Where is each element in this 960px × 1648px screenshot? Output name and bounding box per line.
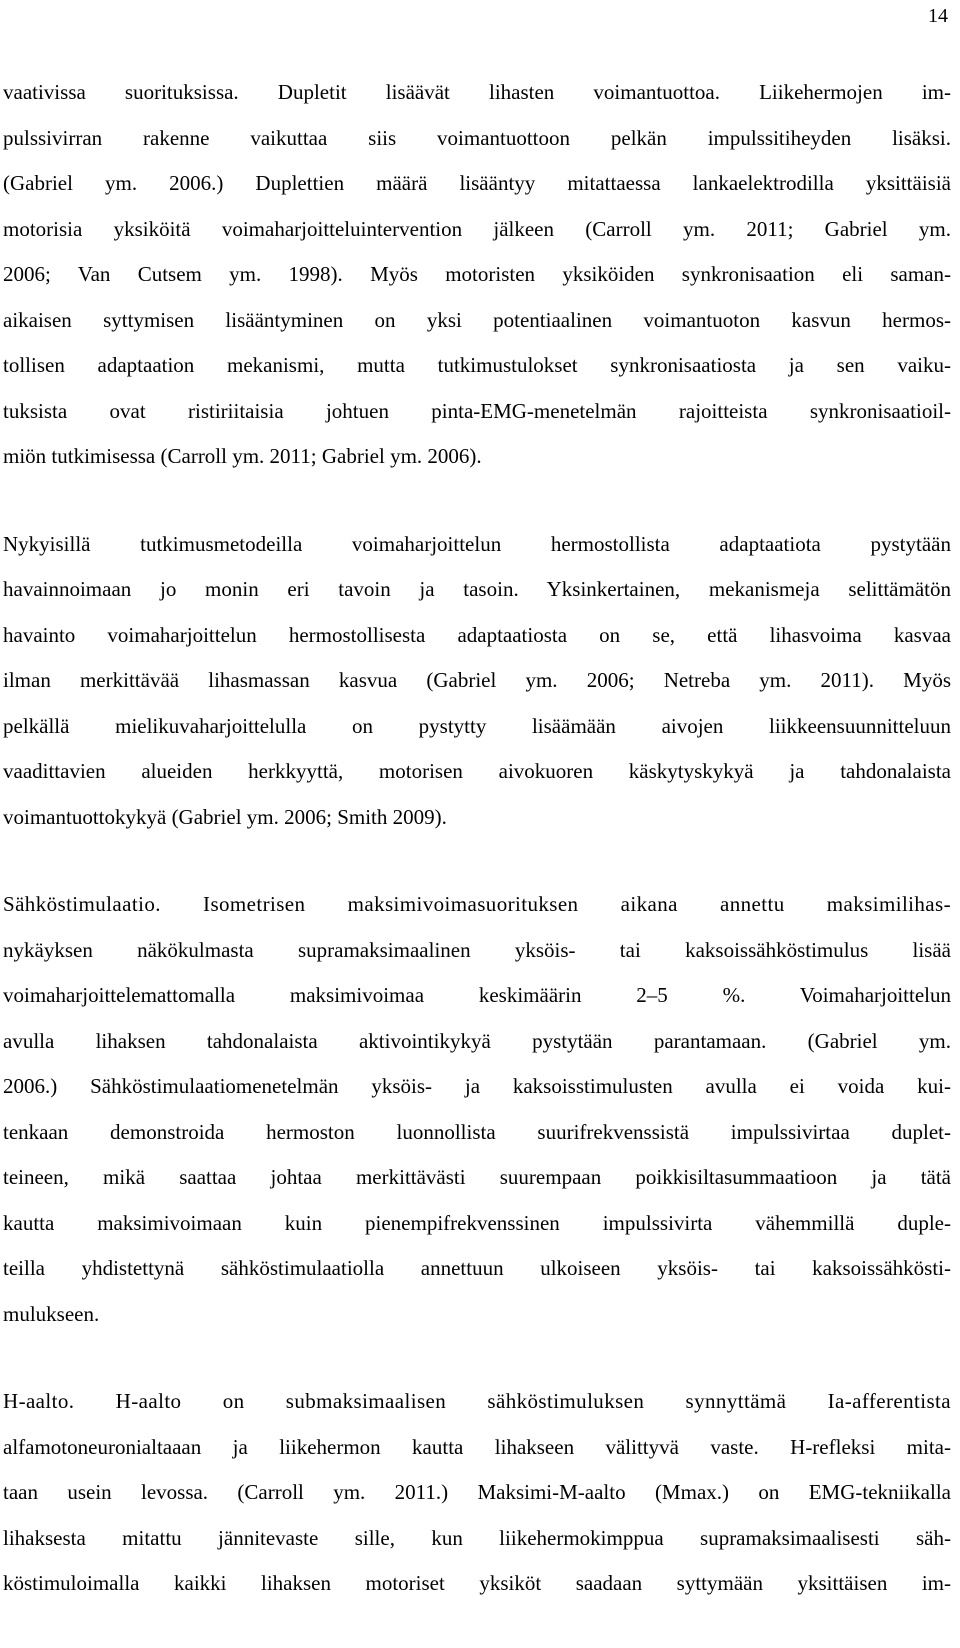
document-body xyxy=(3,70,951,1607)
text-line: H-aalto. H-aalto on submaksimaalisen sähköstimuluksen synnyttämä Ia-afferentista xyxy=(3,1389,951,1413)
text-line: Nykyisillä tutkimusmetodeilla voimaharjoittelun hermostollista adaptaatiota pystytään xyxy=(3,531,951,556)
text-line: kautta maksimivoimaan kuin pienempifrekvenssinen impulssivirta vähemmillä duple- xyxy=(3,1210,951,1235)
paragraph-dupletit xyxy=(3,70,951,480)
text-line: vaativissa suorituksissa. Dupletit lisäävät lihasten voimantuottoa. Liikehermojen im- xyxy=(3,80,951,104)
text-line: mulukseen. xyxy=(3,1301,100,1326)
text-line: havainnoimaan jo monin eri tavoin ja tasoin. Yksinkertainen, mekanismeja selittämätön xyxy=(3,577,951,601)
text-line: havainto voimaharjoittelun hermostollisesta adaptaatiosta on se, että lihasvoima kasvaa xyxy=(3,622,951,647)
text-line: taan usein levossa. (Carroll ym. 2011.) Maksimi-M-aalto (Mmax.) on EMG-tekniikalla xyxy=(3,1480,951,1504)
text-line: Sähköstimulaatio. Isometrisen maksimivoimasuorituksen aikana annettu maksimilihas- xyxy=(3,892,951,916)
text-line: aikaisen syttymisen lisääntyminen on yksi potentiaalinen voimantuoton kasvun hermos- xyxy=(3,307,951,332)
text-line: teineen, mikä saattaa johtaa merkittävästi suurempaan poikkisiltasummaatioon ja tätä xyxy=(3,1165,951,1189)
text-line: miön tutkimisessa (Carroll ym. 2011; Gabriel ym. 2006). xyxy=(3,444,482,468)
paragraph-sahkostimulaatio xyxy=(3,882,951,1337)
text-line: voimantuottokykyä (Gabriel ym. 2006; Smith 2009). xyxy=(3,804,447,829)
text-line: avulla lihaksen tahdonalaista aktivointikykyä pystytään parantamaan. (Gabriel ym. xyxy=(3,1028,951,1053)
text-line: (Gabriel ym. 2006.) Duplettien määrä lisääntyy mitattaessa lankaelektrodilla yksittäisiä xyxy=(3,171,951,195)
page-number: 14 xyxy=(928,5,948,27)
text-line: alfamotoneuronialtaaan ja liikehermon kautta lihakseen välittyvä vaste. H-refleksi mita- xyxy=(3,1434,951,1459)
text-line: 2006; Van Cutsem ym. 1998). Myös motoristen yksiköiden synkronisaation eli saman- xyxy=(3,262,951,286)
text-line: tenkaan demonstroida hermoston luonnollista suurifrekvenssistä impulssivirtaa duplet- xyxy=(3,1119,951,1144)
text-line: vaadittavien alueiden herkkyyttä, motorisen aivokuoren käskytyskykyä ja tahdonalaista xyxy=(3,759,951,783)
text-line: pelkällä mielikuvaharjoittelulla on pystytty lisäämään aivojen liikkeensuunnitteluun xyxy=(3,713,951,738)
text-line: 2006.) Sähköstimulaatiomenetelmän yksöis- ja kaksoisstimulusten avulla ei voida kui- xyxy=(3,1074,951,1098)
text-line: nykäyksen näkökulmasta supramaksimaalinen yksöis- tai kaksoissähköstimulus lisää xyxy=(3,937,951,962)
paragraph-tutkimusmetodit xyxy=(3,522,951,841)
text-line: tuksista ovat ristiriitaisia johtuen pinta-EMG-menetelmän rajoitteista synkronisaatioil- xyxy=(3,398,951,423)
text-line: lihaksesta mitattu jännitevaste sille, kun liikehermokimppua supramaksimaalisesti säh- xyxy=(3,1525,951,1550)
text-line: voimaharjoittelemattomalla maksimivoimaa keskimäärin 2–5 %. Voimaharjoittelun xyxy=(3,983,951,1007)
text-line: teilla yhdistettynä sähköstimulaatiolla annettuun ulkoiseen yksöis- tai kaksoissähkösti- xyxy=(3,1256,951,1280)
text-line: motorisia yksiköitä voimaharjoitteluintervention jälkeen (Carroll ym. 2011; Gabriel ym. xyxy=(3,216,951,241)
text-line: tollisen adaptaation mekanismi, mutta tutkimustulokset synkronisaatiosta ja sen vaiku- xyxy=(3,353,951,377)
text-line: pulssivirran rakenne vaikuttaa siis voimantuottoon pelkän impulssitiheyden lisäksi. xyxy=(3,125,951,150)
paragraph-h-aalto xyxy=(3,1379,951,1607)
text-line: köstimuloimalla kaikki lihaksen motoriset yksiköt saadaan syttymään yksittäisen im- xyxy=(3,1571,951,1595)
text-line: ilman merkittävää lihasmassan kasvua (Gabriel ym. 2006; Netreba ym. 2011). Myös xyxy=(3,668,951,692)
